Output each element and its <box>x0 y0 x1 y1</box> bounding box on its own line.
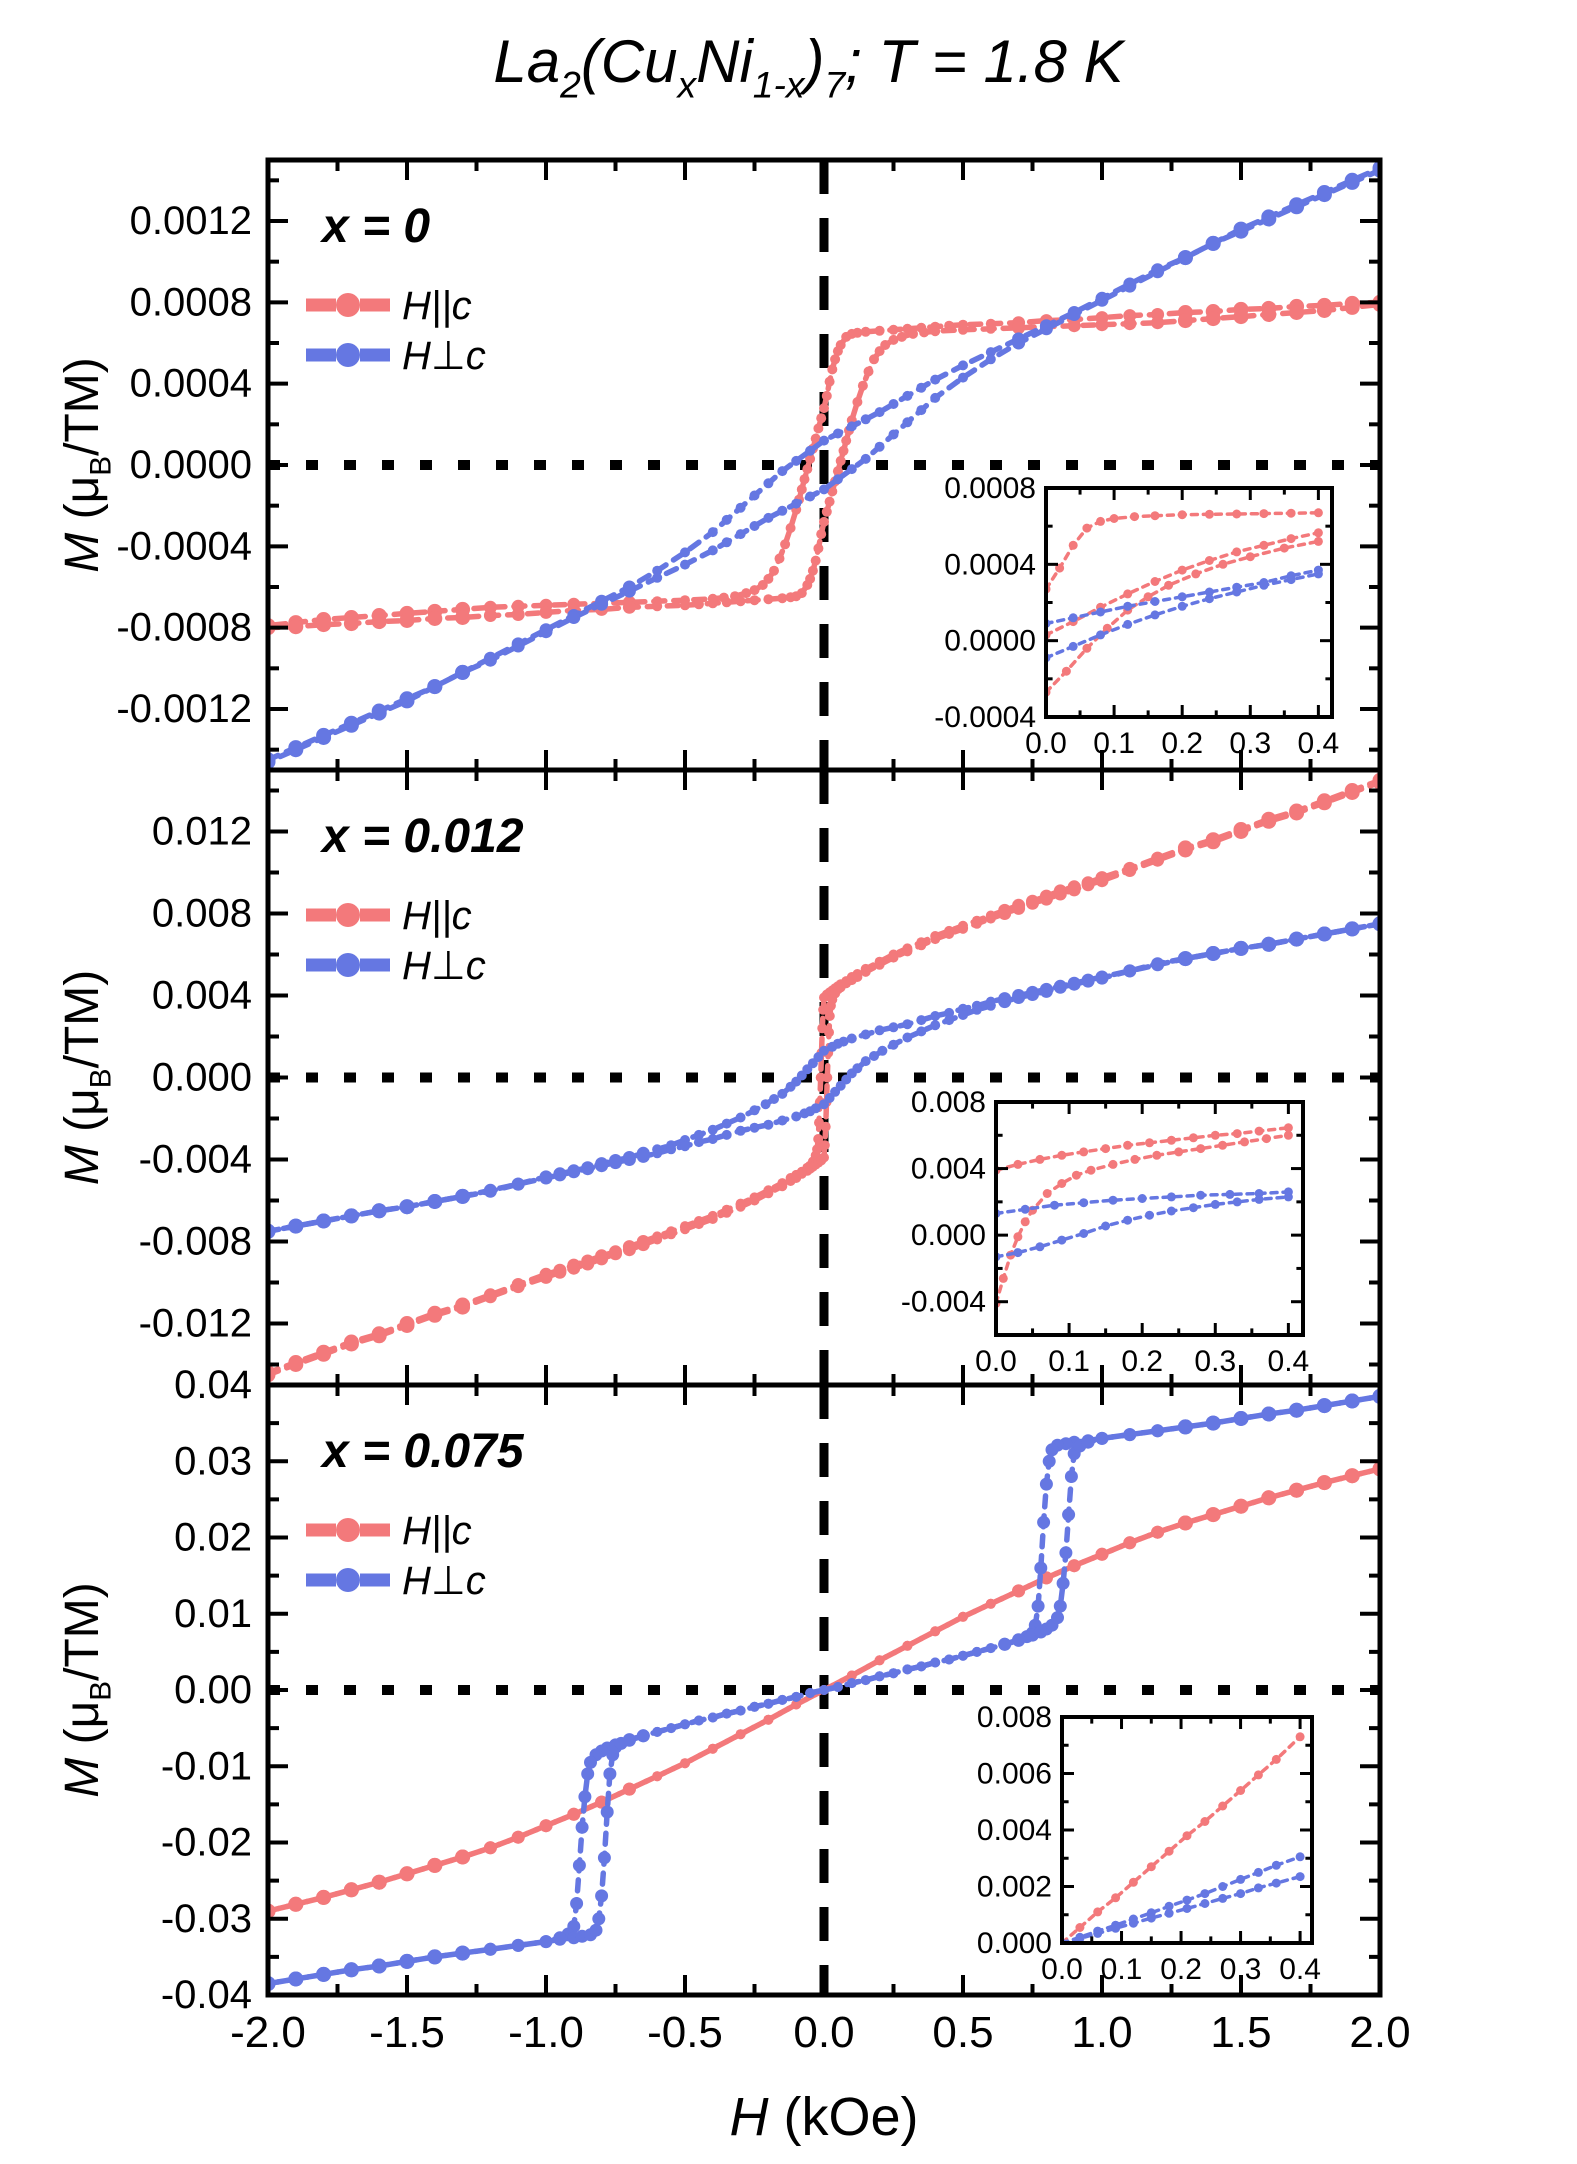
inset-xtick-label: 0.2 <box>1160 1953 1202 1986</box>
ytick-label-x0012: -0.008 <box>138 1219 252 1264</box>
figure-title: $La_2(Cu_xNi_{1-x})_7$; T = 1.8 K <box>493 28 1124 106</box>
y-axis-label-x0: M $(\mu_B/TM)$ <box>56 357 118 573</box>
inset-xtick-label: 0.4 <box>1297 727 1340 760</box>
y-axis-label-x0012: M $(\mu_B/TM)$ <box>56 969 118 1186</box>
xtick-label: -0.5 <box>647 2008 723 2057</box>
inset-background <box>1046 488 1332 717</box>
inset-xtick-label: 0.0 <box>975 1345 1017 1378</box>
xtick-label: -1.0 <box>508 2008 584 2057</box>
inset-x0075 <box>977 1701 1321 1986</box>
inset-ytick-label: -0.004 <box>900 1285 986 1319</box>
xtick-label: 0.5 <box>932 2008 994 2057</box>
ytick-label-x0012: -0.004 <box>138 1137 252 1182</box>
ytick-label-x0075: 0.04 <box>174 1363 252 1407</box>
inset-ytick-label: 0.0004 <box>944 548 1036 582</box>
legend-item-h-perp-c <box>306 334 486 378</box>
inset-xtick-label: 0.1 <box>1093 727 1135 760</box>
xtick-label: -1.5 <box>369 2008 445 2057</box>
legend-label: H||c <box>402 1509 472 1553</box>
legend-marker <box>336 293 360 317</box>
inset-xtick-label: 0.0 <box>1041 1953 1083 1986</box>
ytick-label-x0075: 0.02 <box>174 1515 252 1560</box>
panel-label-x0075: x = 0.075 <box>322 1425 524 1478</box>
inset-ytick-label: 0.000 <box>910 1219 986 1253</box>
x-axis-label: H (kOe) <box>729 2087 919 2147</box>
legend-label: H⊥c <box>402 944 486 988</box>
inset-x0 <box>934 472 1339 760</box>
legend-marker <box>336 1518 360 1542</box>
inset-ytick-label: 0.0008 <box>944 472 1036 505</box>
inset-xtick-label: 0.1 <box>1100 1953 1143 1986</box>
inset-xtick-label: 0.3 <box>1194 1345 1237 1378</box>
legend-label: H||c <box>402 894 472 938</box>
ytick-label-x0: 0.0004 <box>129 361 252 406</box>
inset-ytick-label: 0.004 <box>976 1814 1052 1847</box>
ytick-label-x0012: -0.012 <box>138 1301 252 1346</box>
inset-xtick-label: 0.3 <box>1229 727 1272 760</box>
inset-ytick-label: 0.006 <box>976 1757 1052 1791</box>
legend-marker <box>336 903 360 927</box>
ytick-label-x0: 0.0012 <box>129 199 252 243</box>
panel-x0 <box>56 160 1388 770</box>
ytick-label-x0012: 0.000 <box>151 1055 252 1100</box>
legend-marker <box>336 1568 360 1592</box>
legend-item-h-parallel-c <box>306 284 472 328</box>
inset-ytick-label: 0.0000 <box>944 624 1036 658</box>
ytick-label-x0: -0.0012 <box>116 687 252 731</box>
panel-x0075 <box>56 1363 1411 2057</box>
panel-label-x0012: x = 0.012 <box>322 810 524 863</box>
xtick-label: 1.0 <box>1071 2008 1133 2057</box>
xtick-label: 1.5 <box>1210 2008 1272 2057</box>
xtick-label: 0.0 <box>793 2008 855 2057</box>
ytick-label-x0012: 0.012 <box>151 809 252 854</box>
legend-label: H||c <box>402 284 472 328</box>
inset-xtick-label: 0.2 <box>1161 727 1204 760</box>
ytick-label-x0: -0.0004 <box>116 524 252 569</box>
inset-xtick-label: 0.3 <box>1219 1953 1262 1986</box>
ytick-label-x0: 0.0008 <box>129 280 252 325</box>
ytick-label-x0012: 0.004 <box>151 973 252 1018</box>
inset-ytick-label: 0.002 <box>976 1870 1052 1904</box>
ytick-label-x0075: -0.02 <box>160 1820 252 1865</box>
legend-item-h-perp-c <box>306 1559 486 1603</box>
inset-ytick-label: 0.008 <box>976 1701 1052 1734</box>
legend-marker <box>336 343 360 367</box>
ytick-label-x0075: -0.03 <box>160 1896 252 1941</box>
inset-ytick-label: 0.000 <box>976 1927 1052 1960</box>
inset-ytick-label: 0.008 <box>910 1086 986 1119</box>
ytick-label-x0075: 0.03 <box>174 1439 252 1484</box>
legend-label: H⊥c <box>402 334 486 378</box>
inset-xtick-label: 0.4 <box>1267 1345 1310 1378</box>
xtick-label: 2.0 <box>1349 2008 1411 2057</box>
ytick-label-x0075: -0.04 <box>160 1973 252 2017</box>
inset-xtick-label: 0.4 <box>1279 1953 1321 1986</box>
legend-item-h-parallel-c <box>306 1509 472 1553</box>
legend-item-h-parallel-c <box>306 894 472 938</box>
inset-xtick-label: 0.2 <box>1121 1345 1164 1378</box>
panel-x0012 <box>56 770 1388 1385</box>
ytick-label-x0075: 0.01 <box>174 1591 252 1636</box>
xtick-label: -2.0 <box>230 2008 306 2057</box>
y-axis-label-x0075: M $(\mu_B/TM)$ <box>56 1582 118 1798</box>
ytick-label-x0: -0.0008 <box>116 605 252 650</box>
inset-ytick-label: 0.004 <box>910 1152 986 1186</box>
inset-xtick-label: 0.1 <box>1048 1345 1090 1378</box>
ytick-label-x0075: 0.00 <box>174 1668 252 1712</box>
ytick-label-x0: 0.0000 <box>129 443 252 487</box>
legend-item-h-perp-c <box>306 944 486 988</box>
inset-x0012 <box>901 1086 1309 1378</box>
ytick-label-x0012: 0.008 <box>151 891 252 936</box>
ytick-label-x0075: -0.01 <box>160 1744 252 1789</box>
legend-label: H⊥c <box>402 1559 486 1603</box>
inset-ytick-label: -0.0004 <box>934 701 1036 734</box>
legend-marker <box>336 953 360 977</box>
panel-label-x0: x = 0 <box>322 200 431 253</box>
inset-xtick-label: 0.0 <box>1025 727 1067 760</box>
